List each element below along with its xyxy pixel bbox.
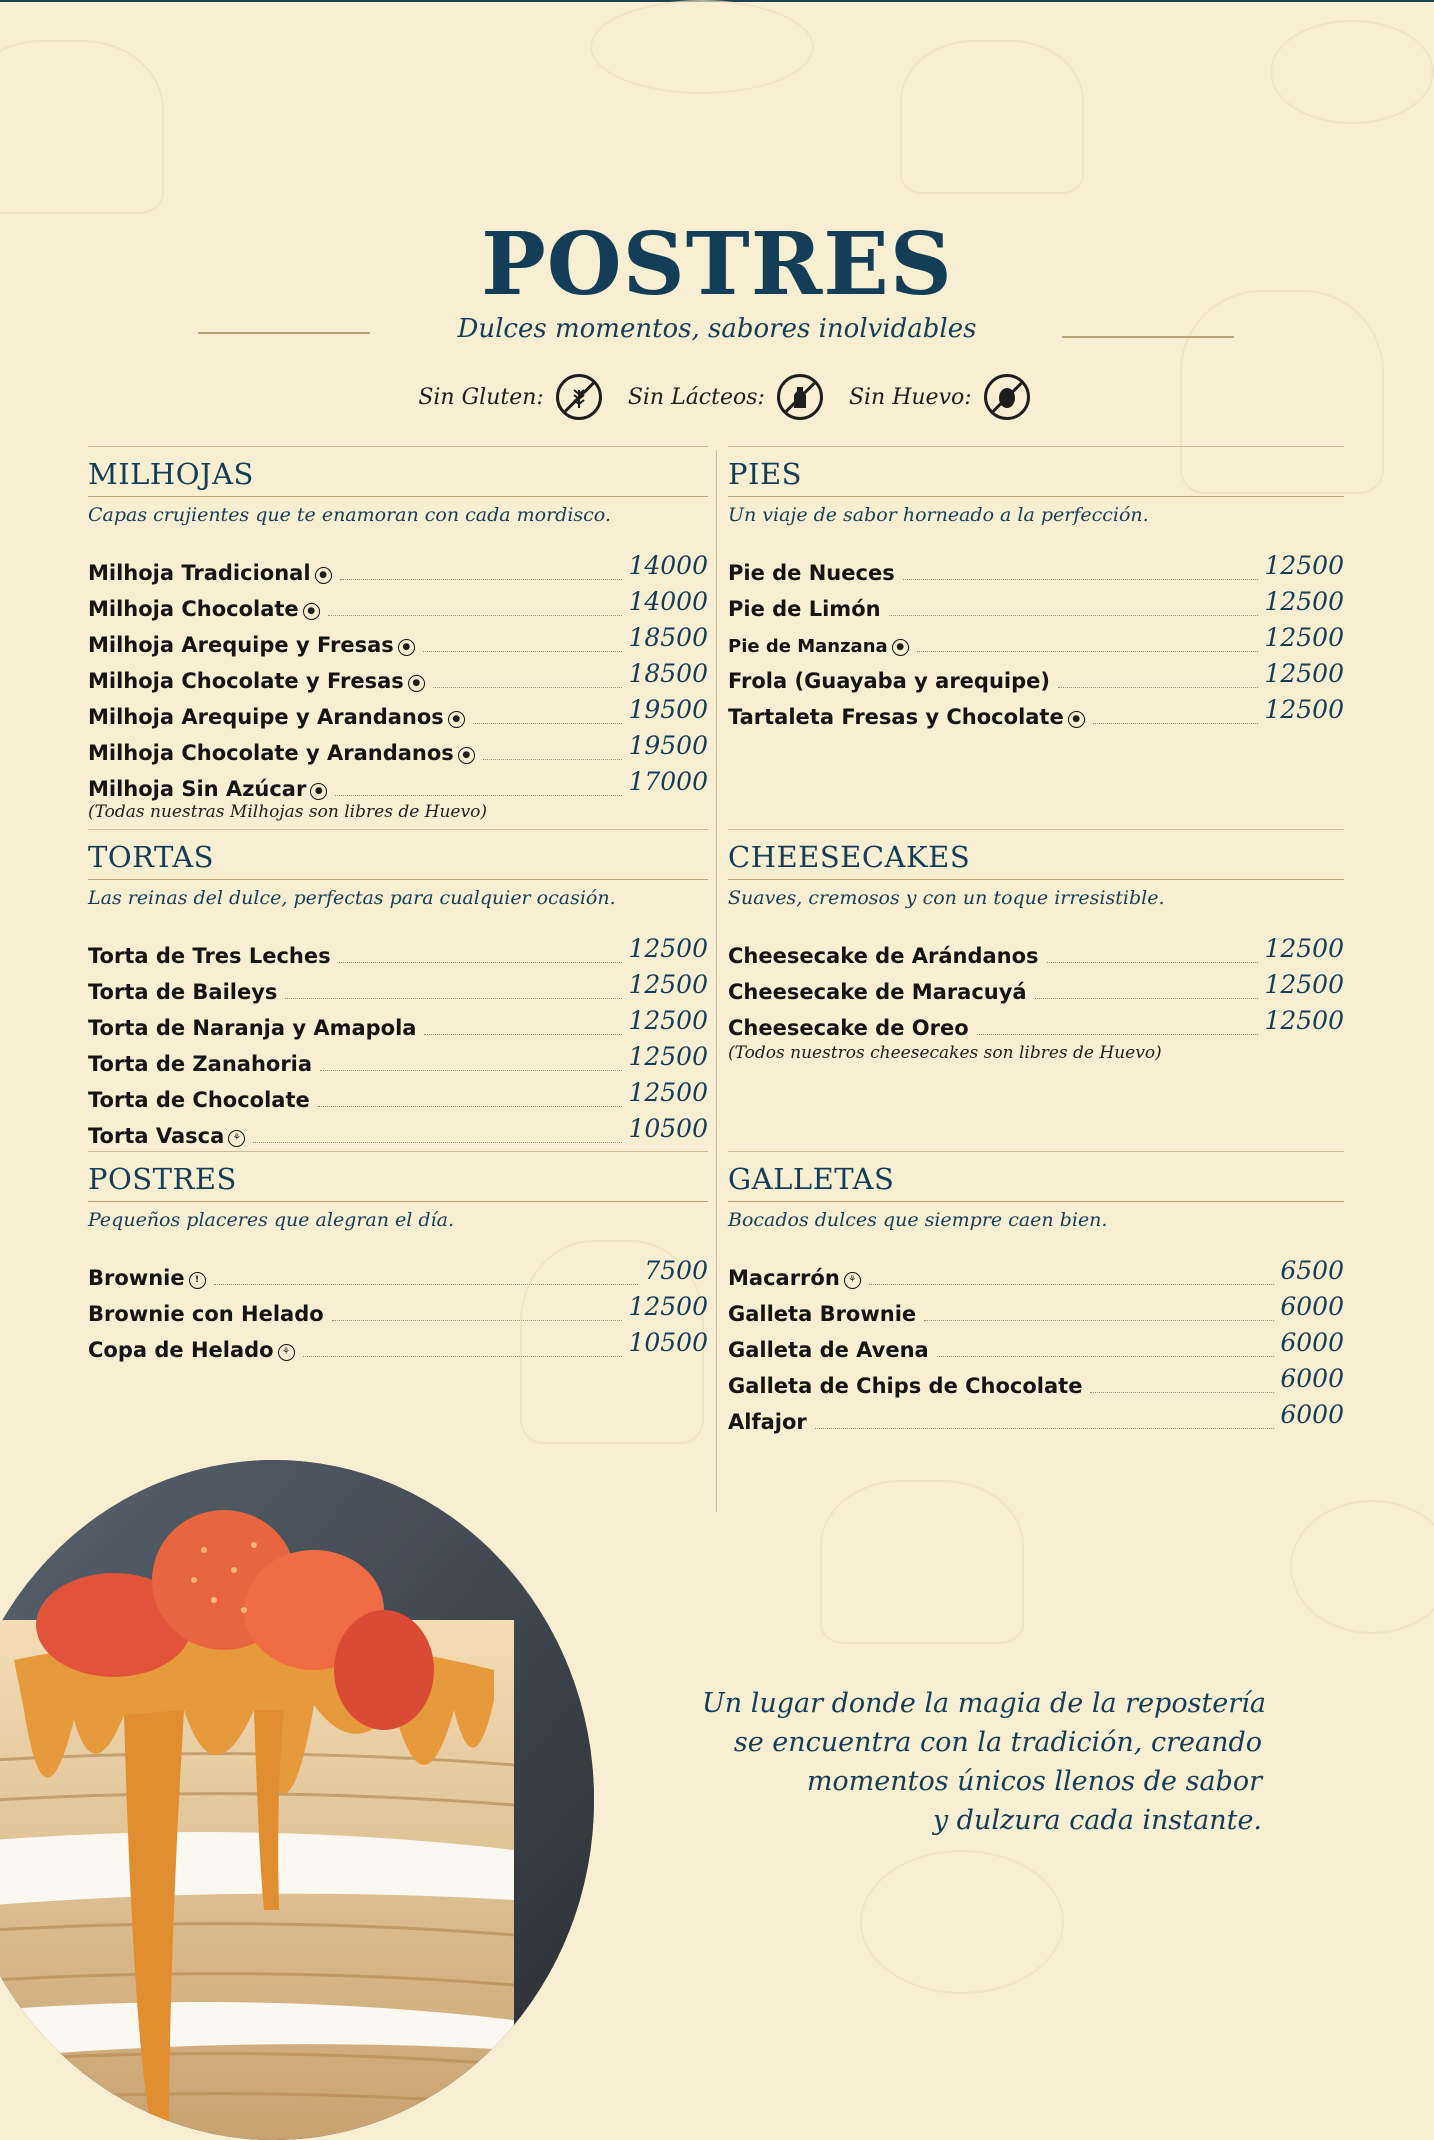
tagline-line: y dulzura cada instante. bbox=[932, 1805, 1262, 1837]
menu-item-price: 12500 bbox=[1264, 622, 1344, 652]
legend-label-egg: Sin Huevo: bbox=[848, 384, 972, 410]
dot-leader bbox=[1035, 998, 1259, 999]
section-postres bbox=[88, 1151, 708, 1361]
menu-item bbox=[728, 1361, 1344, 1397]
menu-item-name: Tartaleta Fresas y Chocolate bbox=[728, 704, 1064, 729]
dot-leader bbox=[917, 651, 1259, 652]
dot-leader bbox=[483, 759, 623, 760]
page-title: POSTRES bbox=[481, 214, 953, 315]
menu-item-name: Milhoja Sin Azúcar bbox=[88, 776, 307, 801]
menu-item bbox=[728, 967, 1344, 1003]
menu-item-name: Brownie bbox=[88, 1265, 185, 1290]
background-macaron-sketch bbox=[860, 1850, 1064, 1994]
dessert-photo bbox=[0, 1460, 594, 2140]
menu-item-price: 12500 bbox=[1264, 550, 1344, 580]
menu-item-name: Milhoja Chocolate y Arandanos bbox=[88, 740, 454, 765]
section-top-rule bbox=[728, 829, 1344, 830]
menu-item bbox=[88, 931, 708, 967]
menu-item-price: 17000 bbox=[628, 766, 708, 796]
column-divider bbox=[716, 450, 717, 1512]
dot-leader bbox=[1047, 962, 1259, 963]
section-note: (Todos nuestros cheesecakes son libres de Huevo) bbox=[728, 1042, 1162, 1063]
menu-item bbox=[88, 1003, 708, 1039]
no-dairy-icon: ● bbox=[458, 747, 475, 764]
menu-item-name: Torta de Tres Leches bbox=[88, 943, 331, 968]
menu-item-price: 12500 bbox=[628, 1291, 708, 1321]
no-gluten-icon: ⚘ bbox=[278, 1344, 295, 1361]
no-egg-icon: ● bbox=[1068, 711, 1085, 728]
section-title: PIES bbox=[728, 457, 1344, 497]
dot-leader bbox=[1090, 1392, 1274, 1393]
menu-item bbox=[88, 967, 708, 1003]
menu-item bbox=[88, 1325, 708, 1361]
menu-item-name: Alfajor bbox=[728, 1409, 807, 1434]
section-tortas bbox=[88, 829, 708, 1147]
no-dairy-icon: ● bbox=[892, 639, 909, 656]
no-dairy-icon: ● bbox=[398, 639, 415, 656]
menu-item-name: Milhoja Chocolate y Fresas bbox=[88, 668, 404, 693]
section-note: (Todas nuestras Milhojas son libres de Huevo) bbox=[88, 801, 487, 822]
section-top-rule bbox=[728, 1151, 1344, 1152]
menu-item-price: 19500 bbox=[628, 694, 708, 724]
no-dairy-icon: ● bbox=[310, 783, 327, 800]
dot-leader bbox=[889, 615, 1259, 616]
tagline-line: Un lugar donde la magia de la repostería bbox=[702, 1688, 1266, 1719]
background-macaron-sketch bbox=[590, 0, 814, 94]
dot-leader bbox=[869, 1284, 1275, 1285]
menu-item bbox=[88, 1289, 708, 1325]
dot-leader bbox=[214, 1284, 639, 1285]
subtitle-rule-right bbox=[1062, 336, 1234, 338]
menu-item bbox=[728, 1289, 1344, 1325]
no-dairy-icon: ● bbox=[315, 567, 332, 584]
menu-item-name: Milhoja Arequipe y Arandanos bbox=[88, 704, 444, 729]
dot-leader bbox=[318, 1106, 623, 1107]
tagline-line: momentos únicos llenos de sabor bbox=[806, 1766, 1262, 1798]
menu-item bbox=[88, 1039, 708, 1075]
background-cupcake-sketch bbox=[820, 1480, 1024, 1644]
dot-leader bbox=[303, 1356, 623, 1357]
dietary-legend bbox=[0, 374, 1434, 420]
menu-list bbox=[728, 1253, 1344, 1433]
dot-leader bbox=[320, 1070, 622, 1071]
menu-item-price: 12500 bbox=[628, 1005, 708, 1035]
section-top-rule bbox=[728, 446, 1344, 447]
menu-item-price: 19500 bbox=[628, 730, 708, 760]
dot-leader bbox=[335, 795, 622, 796]
menu-item-name: Pie de Nueces bbox=[728, 560, 895, 585]
egg-crossed-icon bbox=[984, 374, 1030, 420]
dot-leader bbox=[339, 962, 623, 963]
menu-item-name: Frola (Guayaba y arequipe) bbox=[728, 668, 1050, 693]
page-subtitle: Dulces momentos, sabores inolvidables bbox=[457, 314, 977, 344]
dot-leader bbox=[253, 1142, 622, 1143]
section-title: MILHOJAS bbox=[88, 457, 708, 497]
dot-leader bbox=[1058, 687, 1258, 688]
menu-list bbox=[728, 931, 1344, 1039]
menu-item-price: 12500 bbox=[628, 1041, 708, 1071]
legend-label-dairy: Sin Lácteos: bbox=[627, 384, 765, 410]
section-top-rule bbox=[88, 446, 708, 447]
wheat-crossed-icon bbox=[556, 374, 602, 420]
menu-item-name: Copa de Helado bbox=[88, 1337, 274, 1362]
dot-leader bbox=[903, 579, 1259, 580]
menu-item bbox=[88, 1111, 708, 1147]
section-title: POSTRES bbox=[88, 1162, 708, 1202]
dot-leader bbox=[423, 651, 623, 652]
tagline-line: se encuentra con la tradición, creando bbox=[733, 1727, 1262, 1759]
section-cheesecakes bbox=[728, 829, 1344, 1063]
menu-item bbox=[728, 1397, 1344, 1433]
menu-item-name: Torta de Zanahoria bbox=[88, 1051, 313, 1076]
menu-item-name: Cheesecake de Maracuyá bbox=[728, 979, 1027, 1004]
dot-leader bbox=[285, 998, 622, 999]
menu-item-price: 6000 bbox=[1280, 1291, 1344, 1321]
background-macaron-sketch bbox=[1290, 1500, 1434, 1634]
dot-leader bbox=[815, 1428, 1275, 1429]
section-description: Las reinas del dulce, perfectas para cualquier ocasión. bbox=[88, 886, 616, 909]
menu-item-price: 12500 bbox=[1264, 969, 1344, 999]
section-pies bbox=[728, 446, 1344, 728]
no-dairy-icon: ● bbox=[448, 711, 465, 728]
dot-leader bbox=[924, 1320, 1274, 1321]
menu-item-price: 6000 bbox=[1280, 1399, 1344, 1429]
section-description: Capas crujientes que te enamoran con cada mordisco. bbox=[88, 503, 611, 526]
menu-item-price: 6000 bbox=[1280, 1327, 1344, 1357]
section-description: Suaves, cremosos y con un toque irresistible. bbox=[728, 886, 1165, 909]
menu-item-price: 6000 bbox=[1280, 1363, 1344, 1393]
section-description: Un viaje de sabor horneado a la perfección. bbox=[728, 503, 1149, 526]
dot-leader bbox=[473, 723, 623, 724]
menu-item bbox=[728, 931, 1344, 967]
menu-item-price: 12500 bbox=[1264, 658, 1344, 688]
menu-item-price: 18500 bbox=[628, 658, 708, 688]
legend-label-gluten: Sin Gluten: bbox=[418, 384, 544, 410]
menu-list bbox=[88, 548, 708, 800]
menu-item-price: 12500 bbox=[1264, 933, 1344, 963]
menu-item bbox=[88, 620, 708, 656]
dot-leader bbox=[937, 1356, 1275, 1357]
background-macaron-sketch bbox=[1270, 20, 1434, 124]
menu-item-price: 12500 bbox=[1264, 1005, 1344, 1035]
menu-item-name: Torta Vasca bbox=[88, 1123, 225, 1148]
menu-item-name: Cheesecake de Oreo bbox=[728, 1015, 969, 1040]
no-lactose-icon: ! bbox=[189, 1272, 206, 1289]
dot-leader bbox=[328, 615, 623, 616]
menu-item bbox=[728, 584, 1344, 620]
menu-item bbox=[728, 656, 1344, 692]
menu-item bbox=[88, 1075, 708, 1111]
tagline bbox=[702, 1684, 1266, 1841]
menu-item-name: Galleta Brownie bbox=[728, 1301, 917, 1326]
dot-leader bbox=[424, 1034, 622, 1035]
menu-item bbox=[88, 584, 708, 620]
menu-item-name: Milhoja Arequipe y Fresas bbox=[88, 632, 394, 657]
menu-item-name: Torta de Naranja y Amapola bbox=[88, 1015, 417, 1040]
menu-list bbox=[88, 1253, 708, 1361]
menu-item-price: 12500 bbox=[1264, 694, 1344, 724]
menu-item bbox=[88, 692, 708, 728]
no-gluten-icon: ⚘ bbox=[228, 1130, 245, 1147]
menu-item-name: Pie de Limón bbox=[728, 596, 881, 621]
milk-bottle-crossed-icon bbox=[777, 374, 823, 420]
menu-list bbox=[88, 931, 708, 1147]
menu-item bbox=[728, 620, 1344, 656]
dot-leader bbox=[332, 1320, 623, 1321]
menu-item-price: 12500 bbox=[628, 1077, 708, 1107]
menu-item-price: 12500 bbox=[628, 933, 708, 963]
menu-item bbox=[88, 1253, 708, 1289]
section-galletas bbox=[728, 1151, 1344, 1433]
menu-item-name: Milhoja Tradicional bbox=[88, 560, 311, 585]
menu-item bbox=[728, 692, 1344, 728]
dot-leader bbox=[1093, 723, 1259, 724]
menu-item bbox=[728, 1325, 1344, 1361]
menu-item-name: Macarrón bbox=[728, 1265, 840, 1290]
menu-item-name: Pie de Manzana bbox=[728, 635, 888, 657]
menu-item-price: 12500 bbox=[1264, 586, 1344, 616]
dot-leader bbox=[977, 1034, 1259, 1035]
menu-item-price: 10500 bbox=[628, 1327, 708, 1357]
dot-leader bbox=[340, 579, 623, 580]
menu-item-price: 14000 bbox=[628, 550, 708, 580]
section-description: Pequeños placeres que alegran el día. bbox=[88, 1208, 455, 1231]
menu-item bbox=[88, 764, 708, 800]
menu-item bbox=[728, 1003, 1344, 1039]
menu-item-name: Brownie con Helado bbox=[88, 1301, 324, 1326]
menu-item bbox=[88, 548, 708, 584]
menu-item-price: 6500 bbox=[1280, 1255, 1344, 1285]
menu-item-price: 10500 bbox=[628, 1113, 708, 1143]
menu-item-name: Torta de Baileys bbox=[88, 979, 278, 1004]
menu-item-name: Milhoja Chocolate bbox=[88, 596, 299, 621]
background-cupcake-sketch bbox=[900, 40, 1084, 194]
dot-leader bbox=[433, 687, 623, 688]
menu-item-name: Galleta de Avena bbox=[728, 1337, 929, 1362]
menu-list bbox=[728, 548, 1344, 728]
section-title: GALLETAS bbox=[728, 1162, 1344, 1202]
menu-item-price: 7500 bbox=[644, 1255, 708, 1285]
menu-item-name: Torta de Chocolate bbox=[88, 1087, 310, 1112]
menu-item bbox=[88, 656, 708, 692]
section-milhojas bbox=[88, 446, 708, 822]
menu-item-name: Galleta de Chips de Chocolate bbox=[728, 1373, 1083, 1398]
menu-item bbox=[728, 548, 1344, 584]
section-title: TORTAS bbox=[88, 840, 708, 880]
background-cupcake-sketch bbox=[0, 40, 164, 214]
section-top-rule bbox=[88, 829, 708, 830]
no-dairy-icon: ● bbox=[303, 603, 320, 620]
menu-item-name: Cheesecake de Arándanos bbox=[728, 943, 1039, 968]
section-top-rule bbox=[88, 1151, 708, 1152]
no-gluten-icon: ⚘ bbox=[844, 1272, 861, 1289]
menu-item-price: 18500 bbox=[628, 622, 708, 652]
section-title: CHEESECAKES bbox=[728, 840, 1344, 880]
no-dairy-icon: ● bbox=[408, 675, 425, 692]
menu-item-price: 12500 bbox=[628, 969, 708, 999]
menu-item bbox=[728, 1253, 1344, 1289]
section-description: Bocados dulces que siempre caen bien. bbox=[728, 1208, 1108, 1231]
menu-item-price: 14000 bbox=[628, 586, 708, 616]
menu-item bbox=[88, 728, 708, 764]
